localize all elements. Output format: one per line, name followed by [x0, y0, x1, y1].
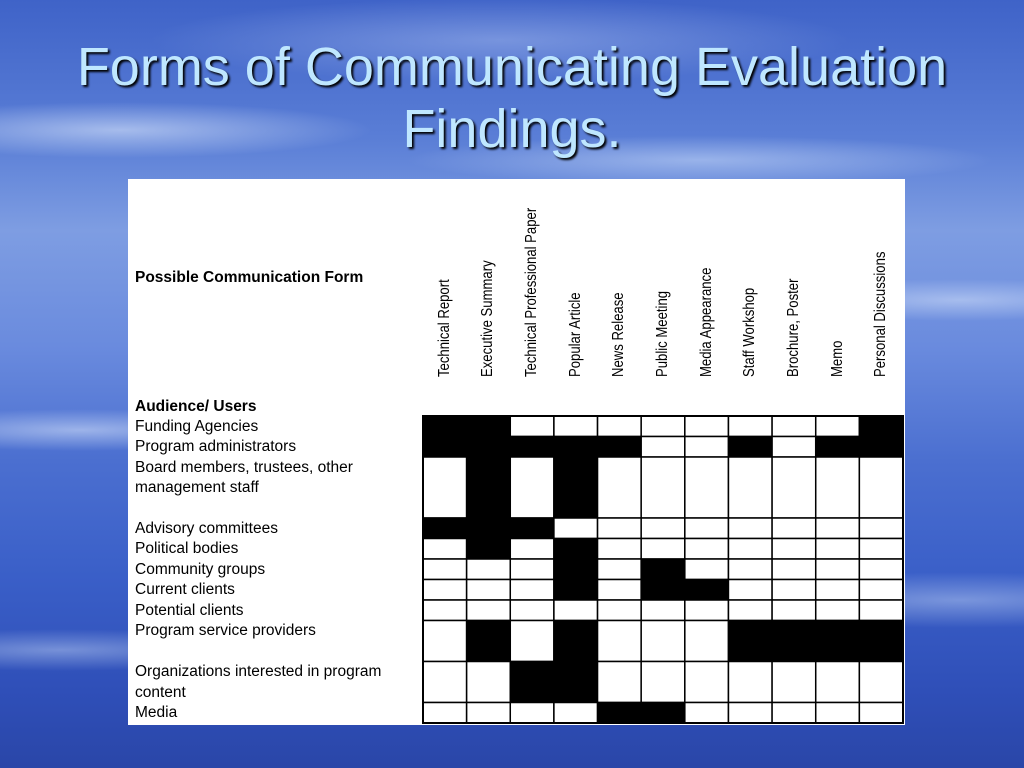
- cell-empty: [554, 600, 598, 621]
- cell-empty: [598, 539, 642, 560]
- cell-empty: [728, 703, 772, 724]
- cell-empty: [816, 457, 860, 518]
- cell-empty: [816, 539, 860, 560]
- cell-filled: [467, 457, 511, 518]
- row-label: Potential clients: [135, 601, 244, 619]
- cell-empty: [859, 580, 903, 601]
- cell-filled: [859, 437, 903, 458]
- cell-empty: [641, 600, 685, 621]
- cell-empty: [510, 600, 554, 621]
- cell-empty: [728, 580, 772, 601]
- row-label: Current clients: [135, 581, 235, 598]
- column-header-label: Memo: [828, 340, 846, 377]
- cell-empty: [685, 416, 729, 437]
- cell-empty: [816, 662, 860, 703]
- cell-empty: [467, 662, 511, 703]
- cell-filled: [598, 437, 642, 458]
- cell-empty: [510, 621, 554, 662]
- cell-empty: [598, 559, 642, 580]
- slide-title: [0, 36, 1024, 160]
- column-header-label: Personal Discussions: [872, 251, 890, 377]
- cell-empty: [772, 559, 816, 580]
- row-label: Political bodies: [135, 540, 239, 557]
- cell-empty: [641, 518, 685, 539]
- cell-empty: [598, 580, 642, 601]
- column-header-label: Popular Article: [566, 292, 584, 377]
- cell-filled: [641, 559, 685, 580]
- title-line-1: Forms of Communicating Evaluation: [76, 37, 948, 97]
- cell-empty: [728, 559, 772, 580]
- cell-empty: [816, 580, 860, 601]
- cell-empty: [467, 703, 511, 724]
- cell-empty: [641, 662, 685, 703]
- cell-filled: [641, 703, 685, 724]
- cell-empty: [423, 662, 467, 703]
- row-label: Advisory committees: [135, 519, 278, 537]
- cell-empty: [772, 416, 816, 437]
- cell-filled: [728, 437, 772, 458]
- cell-empty: [423, 703, 467, 724]
- cell-empty: [598, 457, 642, 518]
- cell-filled: [554, 662, 598, 703]
- cell-empty: [641, 437, 685, 458]
- cell-empty: [685, 457, 729, 518]
- cell-empty: [859, 518, 903, 539]
- cell-filled: [554, 457, 598, 518]
- cell-empty: [859, 703, 903, 724]
- audience-label: Audience/ Users: [135, 398, 257, 415]
- cell-filled: [510, 662, 554, 703]
- cell-empty: [598, 600, 642, 621]
- column-header-label: Technical Professional Paper: [523, 207, 541, 377]
- cell-filled: [554, 539, 598, 560]
- cell-filled: [641, 580, 685, 601]
- cell-filled: [772, 621, 816, 662]
- cell-empty: [423, 580, 467, 601]
- column-header-label: News Release: [610, 292, 628, 377]
- cell-empty: [685, 518, 729, 539]
- cell-filled: [685, 580, 729, 601]
- cell-empty: [816, 600, 860, 621]
- cell-filled: [423, 416, 467, 437]
- cell-empty: [772, 662, 816, 703]
- cell-empty: [685, 437, 729, 458]
- cell-empty: [423, 559, 467, 580]
- cell-empty: [728, 539, 772, 560]
- column-header-label: Public Meeting: [654, 290, 671, 377]
- cell-filled: [467, 539, 511, 560]
- header-label: Possible Communication Form: [135, 269, 364, 286]
- cell-filled: [467, 621, 511, 662]
- cell-empty: [772, 539, 816, 560]
- row-label: Program administrators: [135, 438, 297, 455]
- row-label: Funding Agencies: [135, 417, 259, 435]
- cell-empty: [728, 518, 772, 539]
- row-label: Program service providers: [135, 622, 316, 639]
- cell-empty: [598, 518, 642, 539]
- cell-empty: [728, 600, 772, 621]
- cell-empty: [859, 600, 903, 621]
- cell-empty: [816, 559, 860, 580]
- cell-empty: [510, 580, 554, 601]
- cell-empty: [772, 600, 816, 621]
- row-label: Board members, trustees, other management staff: [135, 458, 353, 496]
- cell-empty: [772, 437, 816, 458]
- cell-empty: [598, 621, 642, 662]
- cell-filled: [859, 416, 903, 437]
- cell-empty: [728, 457, 772, 518]
- cell-empty: [816, 703, 860, 724]
- row-label: Organizations interested in program content: [135, 663, 382, 701]
- cell-empty: [859, 539, 903, 560]
- cell-empty: [859, 457, 903, 518]
- column-header-label: Brochure, Poster: [784, 278, 802, 377]
- cell-empty: [423, 600, 467, 621]
- cell-empty: [423, 539, 467, 560]
- cell-empty: [467, 600, 511, 621]
- cell-empty: [641, 416, 685, 437]
- cell-empty: [816, 518, 860, 539]
- cell-filled: [554, 580, 598, 601]
- cell-empty: [641, 621, 685, 662]
- cell-filled: [598, 703, 642, 724]
- cell-empty: [772, 518, 816, 539]
- cell-empty: [772, 457, 816, 518]
- cell-empty: [816, 416, 860, 437]
- cell-empty: [510, 457, 554, 518]
- cell-empty: [423, 621, 467, 662]
- cell-empty: [685, 539, 729, 560]
- cell-empty: [685, 662, 729, 703]
- cell-empty: [554, 416, 598, 437]
- cell-empty: [685, 600, 729, 621]
- column-header-label: Executive Summary: [479, 260, 497, 377]
- communication-matrix-table: [128, 179, 905, 725]
- cell-empty: [467, 580, 511, 601]
- title-line-2: Findings.: [402, 99, 622, 159]
- cell-filled: [510, 518, 554, 539]
- cell-empty: [685, 621, 729, 662]
- column-header-label: Technical Report: [435, 279, 453, 377]
- cell-filled: [816, 621, 860, 662]
- cell-empty: [510, 416, 554, 437]
- cell-empty: [510, 539, 554, 560]
- cell-filled: [859, 621, 903, 662]
- cell-empty: [641, 457, 685, 518]
- cell-filled: [554, 621, 598, 662]
- cell-empty: [467, 559, 511, 580]
- cell-filled: [423, 437, 467, 458]
- cell-filled: [467, 416, 511, 437]
- column-header-label: Media Appearance: [697, 267, 715, 377]
- cell-filled: [510, 437, 554, 458]
- cell-empty: [554, 518, 598, 539]
- cell-filled: [423, 518, 467, 539]
- row-label: Media: [135, 704, 178, 721]
- cell-empty: [685, 559, 729, 580]
- cell-filled: [467, 518, 511, 539]
- cell-filled: [816, 437, 860, 458]
- cell-empty: [554, 703, 598, 724]
- cell-empty: [423, 457, 467, 518]
- column-header-label: Staff Workshop: [741, 287, 759, 377]
- cell-empty: [772, 703, 816, 724]
- cell-empty: [510, 703, 554, 724]
- cell-empty: [598, 416, 642, 437]
- cell-empty: [641, 539, 685, 560]
- cell-filled: [467, 437, 511, 458]
- cell-empty: [772, 580, 816, 601]
- cell-empty: [859, 559, 903, 580]
- cell-empty: [510, 559, 554, 580]
- cell-empty: [728, 416, 772, 437]
- cell-filled: [554, 437, 598, 458]
- cell-empty: [685, 703, 729, 724]
- cell-empty: [598, 662, 642, 703]
- cell-filled: [728, 621, 772, 662]
- cell-empty: [728, 662, 772, 703]
- row-label: Community groups: [135, 560, 266, 578]
- cell-empty: [859, 662, 903, 703]
- cell-filled: [554, 559, 598, 580]
